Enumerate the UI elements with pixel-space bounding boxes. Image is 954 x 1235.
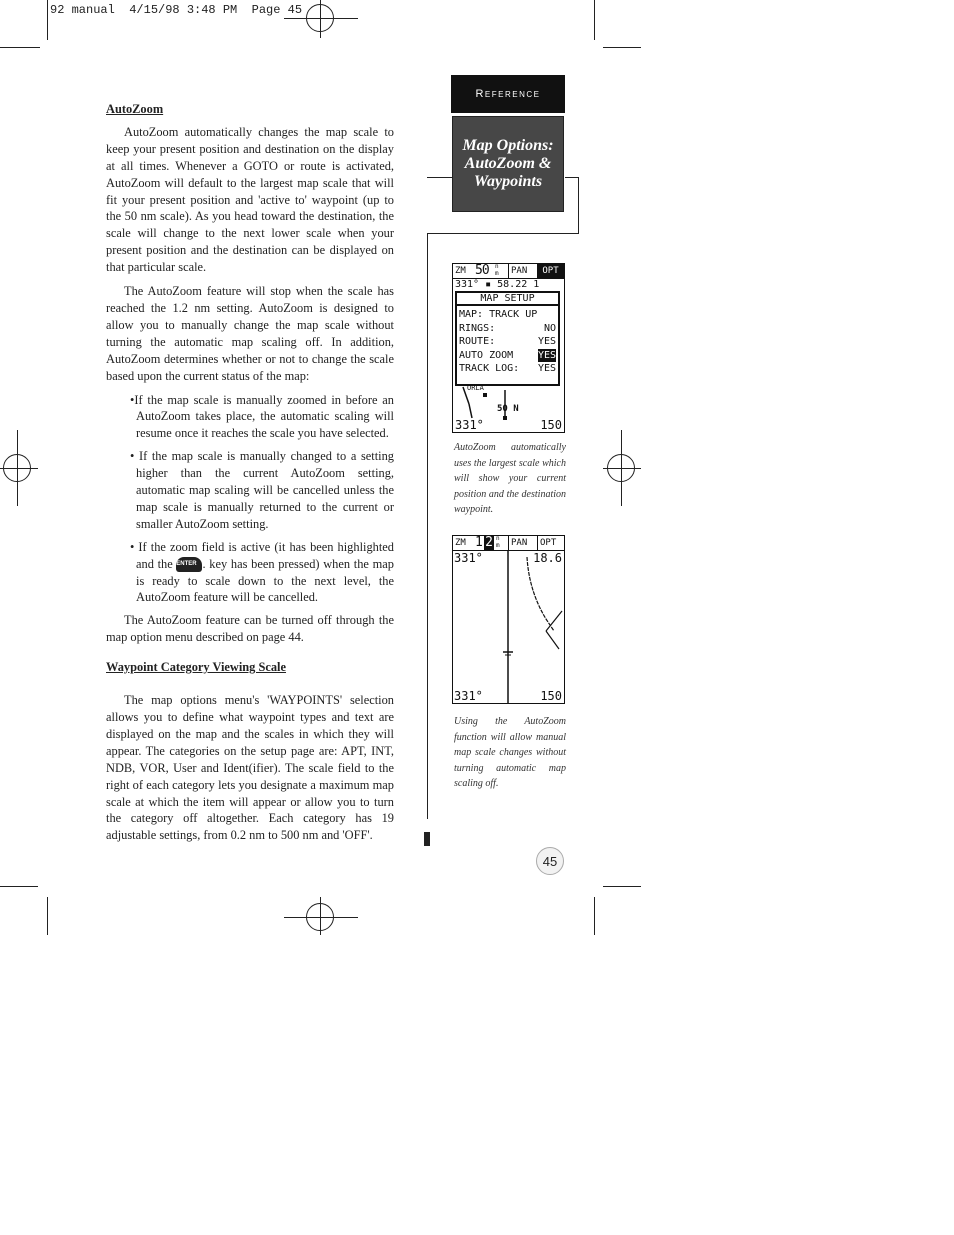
body-column [106, 101, 394, 850]
enter-key-icon: ENTER [176, 557, 202, 572]
caption-manual-scale: Using the AutoZoom function will allow manual map scale changes without turning automatic map scaling off. [454, 716, 566, 790]
sidebar-rule [427, 233, 579, 234]
bottom-track: 331° [455, 418, 484, 432]
bullet-item: •If the map scale is manually zoomed in before an AutoZoom takes place, the automatic scaling will resume once it reaches the scale you have selected. [130, 392, 394, 441]
bullet-item [130, 539, 394, 607]
page-number: 45 [536, 847, 564, 875]
crop-mark [0, 886, 38, 887]
section-title-line: Waypoints [473, 173, 543, 190]
crop-mark [603, 47, 641, 48]
bullet-text: . key has been pressed) when the map is ready to scale down to the next level, the AutoZoom feature will be cancelled. [136, 556, 394, 605]
menu-row [459, 349, 557, 363]
menu-row-label: TRACK LOG: [459, 363, 520, 374]
scale-value-highlight: 2 [485, 535, 493, 550]
crop-mark [603, 886, 641, 887]
opt-label: OPT [540, 538, 557, 548]
menu-row-value: NO [543, 322, 556, 334]
paragraph: AutoZoom automatically changes the map scale to keep your present position and destination on the display at all times. Whenever a GOTO or route is activated, AutoZoom will default to the largest map scale that will fit your present position and 'active to' waypoint (up to the 50 nm scale). As you head toward the destination, the scale will change to the next lower scale when your present position and the destination can be displayed on that particular scale. [106, 124, 394, 275]
menu-row-value: YES [537, 349, 556, 361]
scale-unit: nm [495, 263, 499, 277]
bullet-item: • If the map scale is manually changed to a setting higher than the current AutoZoom setting, automatic map scaling will be cancelled unless the map scale is manually returned to the current or smaller AutoZoom setting. [130, 449, 394, 531]
crop-mark [47, 0, 48, 40]
scale-value: 1 [475, 535, 483, 550]
paragraph: The map options menu's 'WAYPOINTS' selection allows you to define what waypoint types and text are displayed on the map and the scales in which they will appear. The categories on the setup page are: APT, INT, NDB, VOR, User and Ident(ifier). The scale field to the right of each category lets you designate a maximum map scale at which the item will appear or allow you to turn the category off altogether. Each category has 19 adjustable settings, from 0.2 nm to 500 nm and 'OFF'. [106, 693, 394, 843]
print-slug: 92 manual 4/15/98 3:48 PM Page 45 [50, 3, 303, 17]
menu-row [459, 322, 557, 336]
map-setup-menu [455, 291, 560, 386]
menu-title: MAP SETUP [457, 293, 558, 306]
caption-autozoom: AutoZoom automatically uses the largest scale which will show your current position and the destination waypoint. [454, 442, 566, 516]
top-track: 331° [454, 551, 483, 565]
menu-row-label: AUTO ZOOM [459, 349, 514, 361]
sidebar-marker [424, 832, 430, 846]
sidebar-rule [578, 177, 579, 233]
map-waypoint-label: ORLA [467, 384, 484, 392]
section-title-box [452, 116, 564, 212]
bottom-track: 331° [454, 689, 483, 703]
sidebar-rule [427, 233, 428, 819]
section-title-line: AutoZoom & [464, 155, 552, 172]
reference-tab: Reference [451, 75, 565, 113]
menu-row-label: RINGS: [459, 322, 496, 334]
menu-row-value: YES [537, 363, 556, 374]
gps-screen-map-setup [452, 263, 565, 433]
menu-row-value: YES [537, 336, 556, 347]
menu-row [459, 362, 557, 376]
crop-mark [594, 0, 595, 40]
top-distance: 18.6 [533, 551, 562, 565]
map-track-graphic [453, 551, 564, 703]
paragraph: The AutoZoom feature will stop when the scale has reached the 1.2 nm setting. AutoZoom is designed to allow you to manually change the map scale without turning the automatic map scaling off. In addition, AutoZoom determines whether or not to change the scale based upon the current status of the map: [106, 284, 394, 383]
bottom-distance: 150 [540, 418, 562, 432]
opt-label: OPT [537, 264, 564, 278]
pan-label: PAN [511, 266, 528, 276]
menu-row [459, 308, 557, 322]
heading-autozoom: AutoZoom [106, 102, 164, 116]
bullet-text: • If the zoom field is active (it has been highlighted and the [130, 539, 394, 571]
heading-readout: 331° ▪ 58.22 1 [455, 279, 540, 290]
menu-row-label: MAP: TRACK UP [459, 309, 538, 320]
zoom-label: ZM [455, 538, 466, 548]
pan-label: PAN [511, 538, 528, 548]
scale-unit: nm [496, 535, 500, 549]
scale-value: 50 [475, 263, 489, 278]
menu-row [459, 335, 557, 349]
menu-row-label: ROUTE: [459, 336, 496, 347]
crop-mark [47, 897, 48, 935]
bottom-distance: 150 [540, 689, 562, 703]
map-scale-label: 50 N [497, 404, 519, 414]
heading-waypoint-category: Waypoint Category Viewing Scale [106, 660, 287, 675]
crop-mark [594, 897, 595, 935]
gps-screen-map [452, 535, 565, 704]
crop-mark [0, 47, 40, 48]
section-title-line: Map Options: [462, 137, 554, 154]
zoom-label: ZM [455, 266, 466, 276]
paragraph: The AutoZoom feature can be turned off through the map option menu described on page 44. [106, 613, 394, 645]
sidebar-rule [427, 177, 452, 178]
